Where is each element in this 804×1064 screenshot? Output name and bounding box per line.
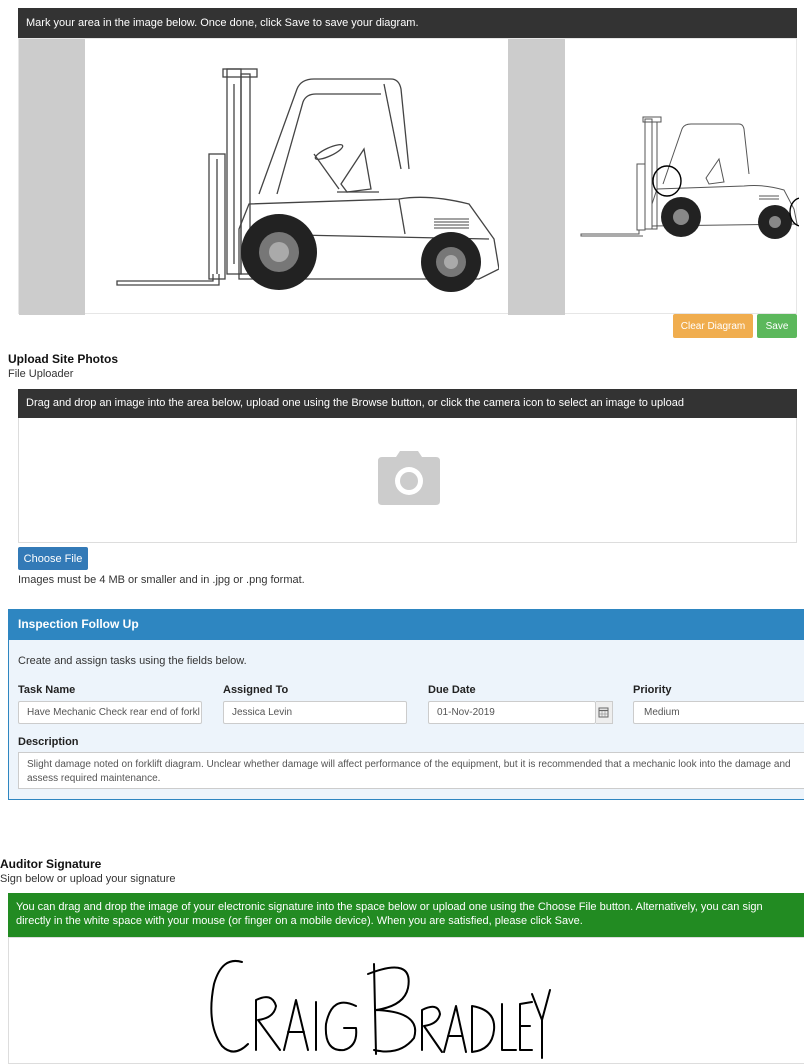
description-field[interactable]: Slight damage noted on forklift diagram. Unclear whether damage will affect performance of the equipment, but it is recommended that a mechanic look into the damage and assess required maintenance. bbox=[18, 752, 804, 789]
assigned-to-field[interactable]: Jessica Levin bbox=[223, 701, 407, 724]
diagram-canvas[interactable] bbox=[18, 38, 797, 314]
save-diagram-button[interactable]: Save bbox=[757, 314, 797, 338]
upload-instruction-text: Drag and drop an image into the area below, upload one using the Browse button, or click the camera icon to select an image to upload bbox=[26, 397, 684, 409]
description-label: Description bbox=[18, 736, 79, 748]
camera-icon[interactable] bbox=[378, 451, 440, 505]
calendar-icon[interactable] bbox=[596, 701, 613, 724]
canvas-margin-left bbox=[19, 39, 85, 315]
diagram-instruction-bar bbox=[18, 8, 797, 38]
inspection-title: Inspection Follow Up bbox=[18, 617, 139, 631]
clear-diagram-button[interactable]: Clear Diagram bbox=[673, 314, 753, 338]
forklift-diagram-marked[interactable] bbox=[579, 114, 799, 244]
assigned-to-label: Assigned To bbox=[223, 684, 289, 696]
upload-format-note: Images must be 4 MB or smaller and in .jpg or .png format. bbox=[18, 574, 305, 586]
signature-canvas[interactable] bbox=[8, 937, 804, 1064]
upload-subtitle: File Uploader bbox=[8, 368, 74, 380]
signature-instruction-text: You can drag and drop the image of your electronic signature into the space below or upload one using the Choose File button. Alternatively, you can sign directly in the white space with your mouse (or finger on a mobile device). When you are satisfied, please click Save. bbox=[16, 901, 763, 927]
signature-drawing bbox=[204, 954, 554, 1064]
inspection-header bbox=[8, 609, 804, 640]
signature-instruction-bar bbox=[8, 893, 804, 937]
priority-select[interactable]: Medium bbox=[633, 701, 804, 724]
inspection-intro: Create and assign tasks using the fields below. bbox=[18, 655, 247, 667]
diagram-instruction-text: Mark your area in the image below. Once done, click Save to save your diagram. bbox=[26, 17, 419, 29]
task-name-label: Task Name bbox=[18, 684, 76, 696]
upload-instruction-bar bbox=[18, 389, 797, 418]
forklift-diagram-large[interactable] bbox=[109, 64, 499, 309]
choose-file-button[interactable]: Choose File bbox=[18, 547, 88, 570]
canvas-margin-right bbox=[508, 39, 565, 315]
task-name-field[interactable]: Have Mechanic Check rear end of forkl bbox=[18, 701, 202, 724]
signature-title: Auditor Signature bbox=[0, 857, 102, 871]
due-date-field[interactable]: 01-Nov-2019 bbox=[428, 701, 596, 724]
priority-label: Priority bbox=[633, 684, 672, 696]
upload-title: Upload Site Photos bbox=[8, 352, 119, 366]
signature-subtitle: Sign below or upload your signature bbox=[0, 873, 176, 885]
upload-drop-zone[interactable] bbox=[18, 418, 797, 543]
due-date-label: Due Date bbox=[428, 684, 476, 696]
